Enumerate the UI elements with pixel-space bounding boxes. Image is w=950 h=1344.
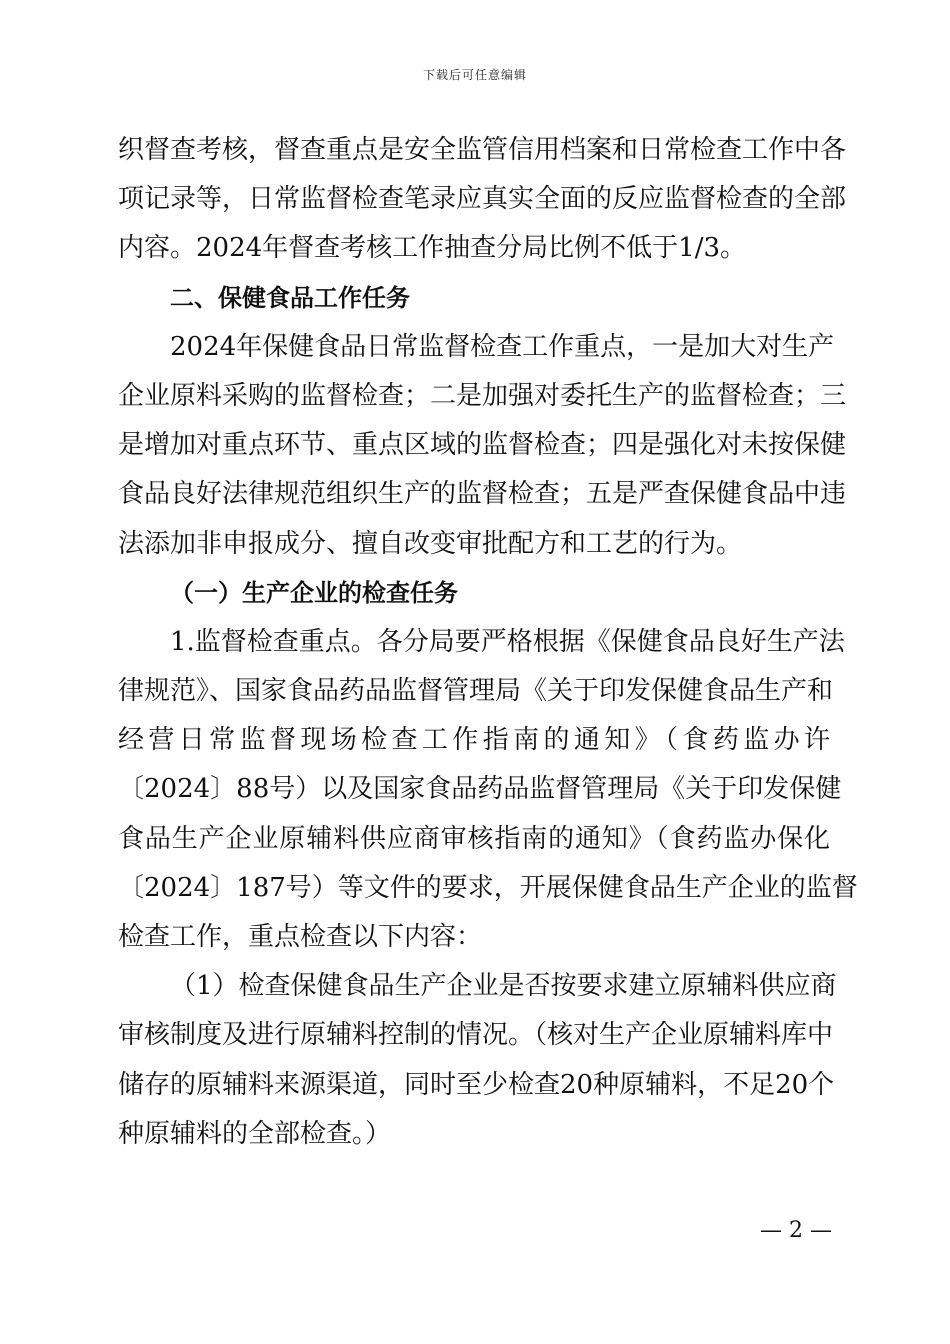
page-number: — 2 — (760, 1218, 832, 1243)
paragraph-item-1 (118, 962, 837, 1159)
text-line: 项记录等，日常监督检查笔录应真实全面的反应监督检查的全部 (118, 184, 847, 215)
text-line: 经营日常监督现场检查工作指南的通知》（食药监办许 (118, 725, 830, 756)
text-line: 2024年保健食品日常监督检查工作重点，一是加大对生产 (170, 331, 835, 362)
section-heading: 二、保健食品工作任务 (170, 283, 410, 312)
text-line: 内容。2024年督查考核工作抽查分局比例不低于1/3。 (118, 233, 747, 264)
page-header-note: 下载后可任意编辑 (422, 68, 527, 82)
text-line: 食品生产企业原辅料供应商审核指南的通知》（食药监办保化 (118, 823, 830, 854)
paragraph-inspection-focus (118, 618, 858, 962)
text-line: 律规范》、国家食品药品监督管理局《关于印发保健食品生产和 (118, 676, 834, 707)
text-line: 食品良好法律规范组织生产的监督检查；五是严查保健食品中违 (118, 479, 847, 510)
text-line: 1.监督检查重点。各分局要严格根据《保健食品良好生产法 (170, 626, 845, 657)
subsection-heading: （一）生产企业的检查任务 (170, 578, 458, 607)
text-line: 织督查考核，督查重点是安全监管信用档案和日常检查工作中各 (118, 135, 847, 165)
text-line: 企业原料采购的监督检查；二是加强对委托生产的监督检查；三 (118, 380, 847, 411)
text-line: 法添加非申报成分、擅自改变审批配方和工艺的行为。 (118, 528, 743, 559)
paragraph-continued (118, 126, 847, 274)
text-line: 〔2024〕187号）等文件的要求，开展保健食品生产企业的监督 (118, 872, 858, 903)
text-line: 储存的原辅料来源渠道，同时至少检查20种原辅料，不足20个 (118, 1069, 835, 1100)
document-body (118, 126, 858, 1159)
text-line: （1）检查保健食品生产企业是否按要求建立原辅料供应商 (170, 971, 837, 1002)
text-line: 是增加对重点环节、重点区域的监督检查；四是强化对未按保健 (118, 430, 847, 461)
text-line: 检查工作，重点检查以下内容： (118, 922, 483, 952)
text-line: 种原辅料的全部检查。） (118, 1118, 392, 1149)
paragraph-overview (118, 323, 847, 569)
text-line: 审核制度及进行原辅料控制的情况。（核对生产企业原辅料库中 (118, 1020, 834, 1051)
text-line: 〔2024〕88号）以及国家食品药品监督管理局《关于印发保健 (118, 774, 842, 805)
